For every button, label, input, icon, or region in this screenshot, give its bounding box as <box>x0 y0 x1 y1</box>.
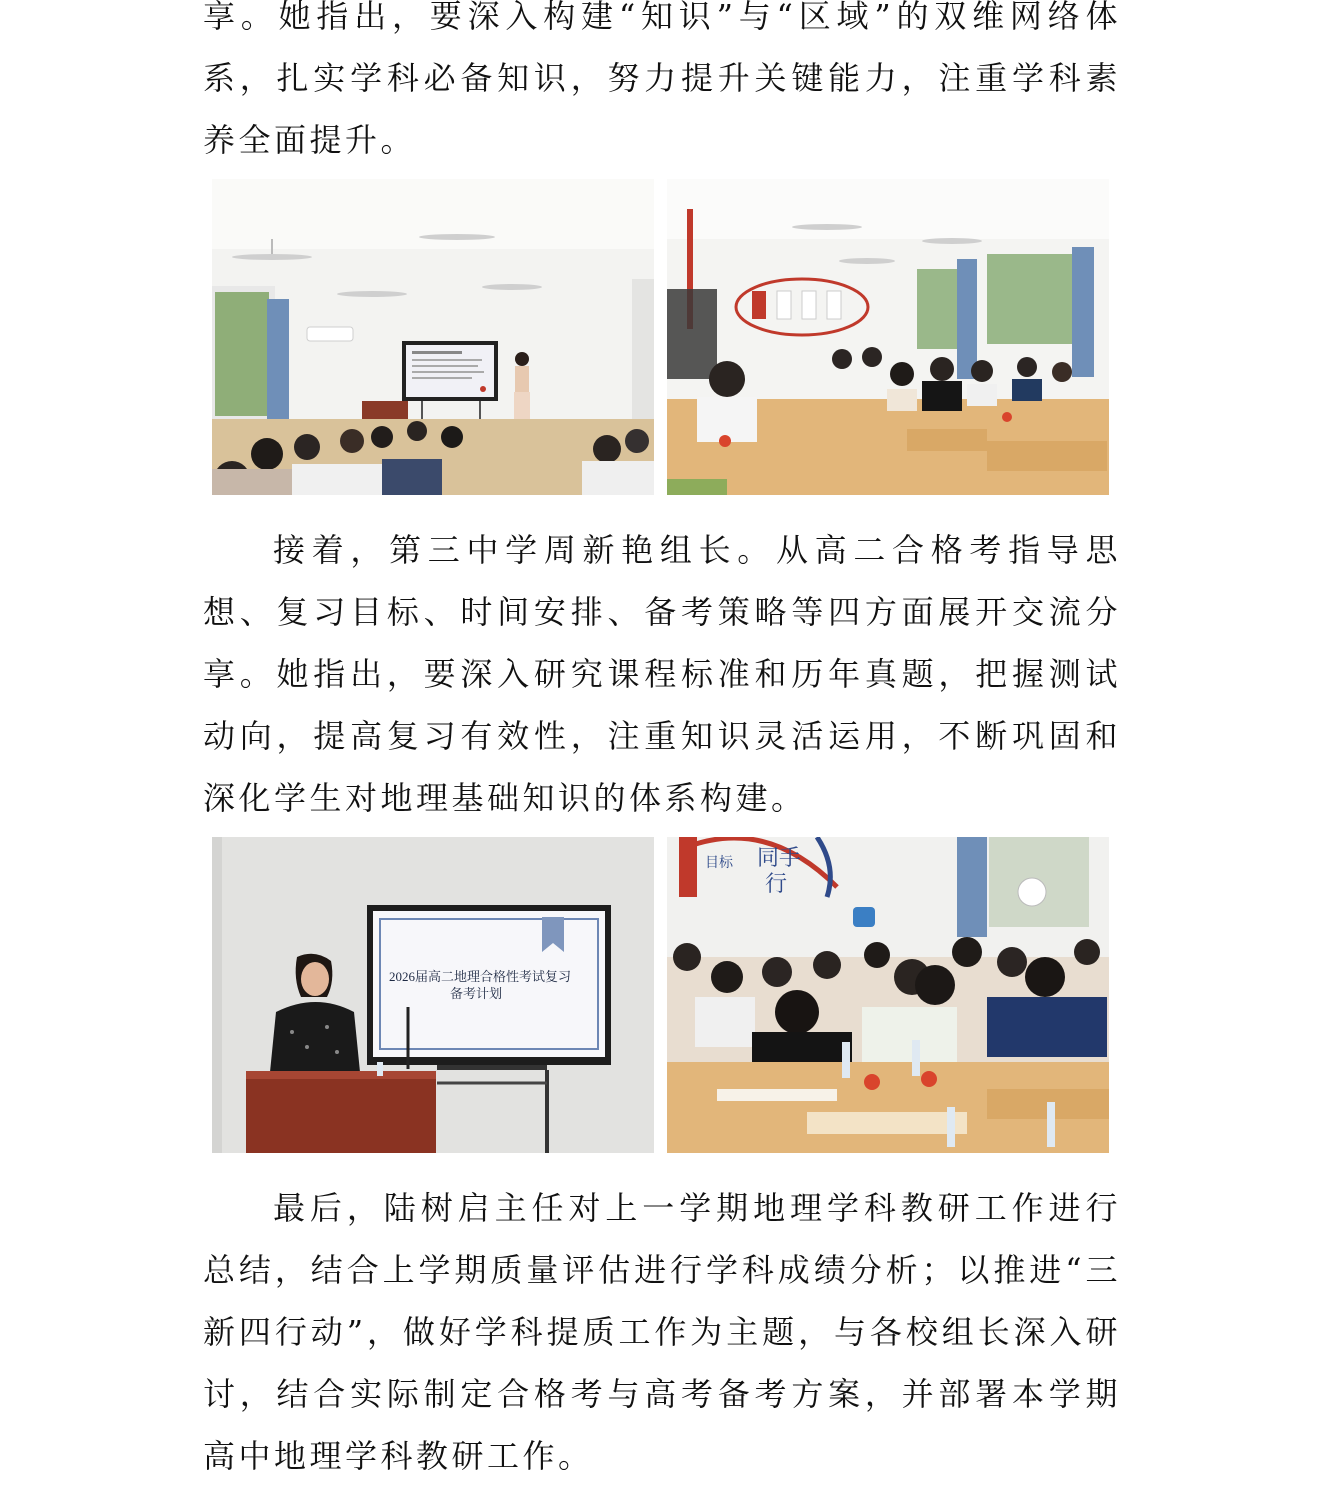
photo-speaker-at-podium <box>212 837 654 1153</box>
paragraph-3: 最后，陆树启主任对上一学期地理学科教研工作进行总结，结合上学期质量评估进行学科成绩分析；以推进“三新四行动”，做好学科提质工作为主题，与各校组长深入研讨，结合实际制定合格考与高考备考方案，并部署本学期高中地理学科教研工作。 <box>203 1189 1121 1475</box>
paragraph-3-block <box>203 1177 1121 1487</box>
photo-classroom-teachers <box>667 179 1109 495</box>
photo-teachers-taking-notes <box>667 837 1109 1153</box>
wall-slogan-3: 目标 <box>705 855 733 871</box>
paragraph-1: 享。她指出，要深入构建“知识”与“区域”的双维网络体系，扎实学科必备知识，努力提升关键能力，注重学科素养全面提升。 <box>203 0 1121 159</box>
photo-lecture-hall-presenter <box>212 179 654 495</box>
slide-title-line-2: 备考计划 <box>449 986 503 1001</box>
wall-slogan-2: 行 <box>765 872 788 897</box>
wall-slogan-1: 同手 <box>757 846 802 871</box>
paragraph-2: 接着，第三中学周新艳组长。从高二合格考指导思想、复习目标、时间安排、备考策略等四方面展开交流分享。她指出，要深入研究课程标准和历年真题，把握测试动向，提高复习有效性，注重知识灵活运用，不断巩固和深化学生对地理基础知识的体系构建。 <box>203 531 1121 817</box>
slide-title-line-1: 2026届高二地理合格性考试复习 <box>388 969 572 984</box>
photo-row-2 <box>212 837 1109 1153</box>
photo-row-1 <box>212 179 1109 495</box>
paragraph-1-block <box>203 0 1121 171</box>
paragraph-2-block <box>203 519 1121 829</box>
